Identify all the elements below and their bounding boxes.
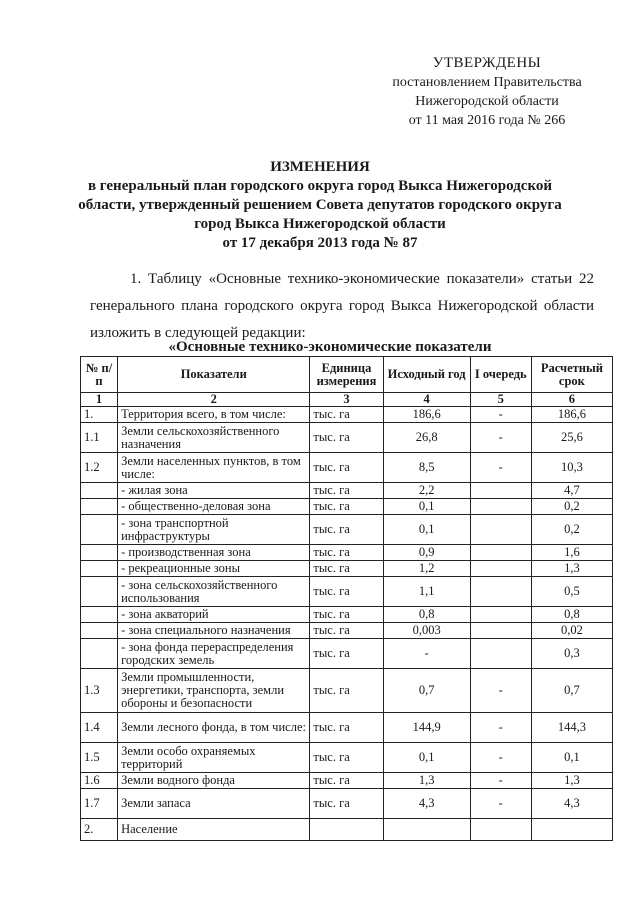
first-stage-value — [470, 639, 531, 669]
unit-cell: тыс. га — [310, 499, 383, 515]
indicator-name: Территория всего, в том числе: — [118, 407, 310, 423]
row-number — [81, 561, 118, 577]
table-row — [81, 499, 613, 515]
base-year-value: 4,3 — [383, 789, 470, 819]
row-number — [81, 483, 118, 499]
row-number: 1.4 — [81, 713, 118, 743]
document-heading — [60, 158, 580, 253]
column-number: 6 — [531, 393, 612, 407]
estimated-term-value: 0,1 — [531, 743, 612, 773]
row-number: 2. — [81, 819, 118, 841]
table-row — [81, 743, 613, 773]
table-row — [81, 607, 613, 623]
estimated-term-value — [531, 819, 612, 841]
estimated-term-value: 0,02 — [531, 623, 612, 639]
approval-line: постановлением Правительства — [392, 75, 582, 90]
column-number: 1 — [81, 393, 118, 407]
first-stage-value — [470, 545, 531, 561]
indicator-name: Земли населенных пунктов, в том числе: — [118, 453, 310, 483]
column-number: 4 — [383, 393, 470, 407]
first-stage-value: - — [470, 669, 531, 713]
base-year-value: 2,2 — [383, 483, 470, 499]
approval-line: от 11 мая 2016 года № 266 — [408, 113, 566, 128]
unit-cell: тыс. га — [310, 623, 383, 639]
indicator-name: - производственная зона — [118, 545, 310, 561]
estimated-term-value: 4,3 — [531, 789, 612, 819]
unit-cell: тыс. га — [310, 577, 383, 607]
table-row — [81, 623, 613, 639]
approval-stamp — [372, 54, 602, 130]
first-stage-value: - — [470, 713, 531, 743]
heading-line: области, утвержденный решением Совета депутатов городского округа — [78, 197, 562, 213]
unit-cell — [310, 819, 383, 841]
estimated-term-value: 0,2 — [531, 499, 612, 515]
header-cell: I очередь — [470, 357, 531, 393]
table-row — [81, 773, 613, 789]
estimated-term-value: 10,3 — [531, 453, 612, 483]
indicator-name: Земли лесного фонда, в том числе: — [118, 713, 310, 743]
unit-cell: тыс. га — [310, 515, 383, 545]
base-year-value: 1,2 — [383, 561, 470, 577]
approval-line: Нижегородской области — [415, 94, 559, 109]
base-year-value: 26,8 — [383, 423, 470, 453]
base-year-value: 144,9 — [383, 713, 470, 743]
indicator-name: - зона фонда перераспределения городских земель — [118, 639, 310, 669]
table-row — [81, 483, 613, 499]
row-number — [81, 623, 118, 639]
row-number: 1.6 — [81, 773, 118, 789]
indicator-name: Земли запаса — [118, 789, 310, 819]
table-row — [81, 639, 613, 669]
row-number: 1.3 — [81, 669, 118, 713]
indicator-name: - зона специального назначения — [118, 623, 310, 639]
estimated-term-value: 25,6 — [531, 423, 612, 453]
row-number — [81, 545, 118, 561]
first-stage-value: - — [470, 407, 531, 423]
header-cell: № п/п — [81, 357, 118, 393]
unit-cell: тыс. га — [310, 773, 383, 789]
first-stage-value: - — [470, 423, 531, 453]
unit-cell: тыс. га — [310, 607, 383, 623]
column-number-row — [81, 393, 613, 407]
base-year-value: 1,1 — [383, 577, 470, 607]
estimated-term-value: 0,2 — [531, 515, 612, 545]
intro-paragraph — [90, 266, 594, 347]
header-cell: Единица измерения — [310, 357, 383, 393]
indicator-name: - общественно-деловая зона — [118, 499, 310, 515]
unit-cell: тыс. га — [310, 743, 383, 773]
estimated-term-value: 1,6 — [531, 545, 612, 561]
indicator-name: - зона транспортной инфраструктуры — [118, 515, 310, 545]
table-row — [81, 423, 613, 453]
row-number: 1. — [81, 407, 118, 423]
row-number — [81, 515, 118, 545]
column-number: 5 — [470, 393, 531, 407]
indicator-name: - зона сельскохозяйственного использования — [118, 577, 310, 607]
first-stage-value — [470, 561, 531, 577]
indicator-name: Население — [118, 819, 310, 841]
first-stage-value — [470, 499, 531, 515]
first-stage-value — [470, 819, 531, 841]
first-stage-value — [470, 577, 531, 607]
unit-cell: тыс. га — [310, 453, 383, 483]
unit-cell: тыс. га — [310, 561, 383, 577]
first-stage-value — [470, 607, 531, 623]
estimated-term-value: 144,3 — [531, 713, 612, 743]
table-row — [81, 669, 613, 713]
indicator-name: - зона акваторий — [118, 607, 310, 623]
table-row — [81, 515, 613, 545]
table-body — [81, 407, 613, 841]
row-number: 1.7 — [81, 789, 118, 819]
indicator-name: Земли водного фонда — [118, 773, 310, 789]
estimated-term-value: 0,5 — [531, 577, 612, 607]
unit-cell: тыс. га — [310, 713, 383, 743]
first-stage-value — [470, 515, 531, 545]
unit-cell: тыс. га — [310, 639, 383, 669]
header-cell: Показатели — [118, 357, 310, 393]
heading-line: в генеральный план городского округа город Выкса Нижегородской — [87, 178, 553, 194]
base-year-value: 0,1 — [383, 515, 470, 545]
estimated-term-value: 0,7 — [531, 669, 612, 713]
unit-cell: тыс. га — [310, 423, 383, 453]
base-year-value: 8,5 — [383, 453, 470, 483]
estimated-term-value: 1,3 — [531, 773, 612, 789]
document-title: ИЗМЕНЕНИЯ — [270, 159, 370, 175]
estimated-term-value: 0,3 — [531, 639, 612, 669]
heading-line: от 17 декабря 2013 года № 87 — [222, 235, 418, 251]
unit-cell: тыс. га — [310, 789, 383, 819]
table-row — [81, 577, 613, 607]
indicator-name: Земли сельскохозяйственного назначения — [118, 423, 310, 453]
base-year-value: 0,1 — [383, 499, 470, 515]
base-year-value: 0,003 — [383, 623, 470, 639]
table-row — [81, 453, 613, 483]
table-row — [81, 713, 613, 743]
first-stage-value: - — [470, 743, 531, 773]
unit-cell: тыс. га — [310, 483, 383, 499]
first-stage-value: - — [470, 789, 531, 819]
estimated-term-value: 1,3 — [531, 561, 612, 577]
first-stage-value — [470, 623, 531, 639]
unit-cell: тыс. га — [310, 669, 383, 713]
indicators-table — [80, 356, 613, 841]
table-row — [81, 561, 613, 577]
base-year-value: - — [383, 639, 470, 669]
table-row — [81, 819, 613, 841]
indicator-name: - рекреационные зоны — [118, 561, 310, 577]
table-row — [81, 789, 613, 819]
row-number — [81, 577, 118, 607]
base-year-value: 0,7 — [383, 669, 470, 713]
first-stage-value: - — [470, 453, 531, 483]
table-title: «Основные технико-экономические показатели — [168, 339, 492, 355]
row-number — [81, 607, 118, 623]
indicator-name: - жилая зона — [118, 483, 310, 499]
indicator-name: Земли особо охраняемых территорий — [118, 743, 310, 773]
approval-title: УТВЕРЖДЕНЫ — [432, 55, 542, 71]
intro-text: 1. Таблицу «Основные технико-экономические показатели» статьи 22 генерального плана городского округа город Выкса Нижегородской области изложить в следующей редакции: — [90, 271, 594, 341]
row-number: 1.2 — [81, 453, 118, 483]
base-year-value: 0,1 — [383, 743, 470, 773]
first-stage-value — [470, 483, 531, 499]
base-year-value — [383, 819, 470, 841]
base-year-value: 1,3 — [383, 773, 470, 789]
header-cell: Расчетный срок — [531, 357, 612, 393]
row-number — [81, 499, 118, 515]
row-number: 1.5 — [81, 743, 118, 773]
first-stage-value: - — [470, 773, 531, 789]
base-year-value: 186,6 — [383, 407, 470, 423]
table-header-row — [81, 357, 613, 393]
column-number: 2 — [118, 393, 310, 407]
estimated-term-value: 4,7 — [531, 483, 612, 499]
row-number: 1.1 — [81, 423, 118, 453]
column-number: 3 — [310, 393, 383, 407]
base-year-value: 0,9 — [383, 545, 470, 561]
indicator-name: Земли промышленности, энергетики, транспорта, земли обороны и безопасности — [118, 669, 310, 713]
table-row — [81, 545, 613, 561]
estimated-term-value: 186,6 — [531, 407, 612, 423]
row-number — [81, 639, 118, 669]
table-row — [81, 407, 613, 423]
unit-cell: тыс. га — [310, 407, 383, 423]
base-year-value: 0,8 — [383, 607, 470, 623]
estimated-term-value: 0,8 — [531, 607, 612, 623]
heading-line: город Выкса Нижегородской области — [194, 216, 446, 232]
header-cell: Исходный год — [383, 357, 470, 393]
unit-cell: тыс. га — [310, 545, 383, 561]
